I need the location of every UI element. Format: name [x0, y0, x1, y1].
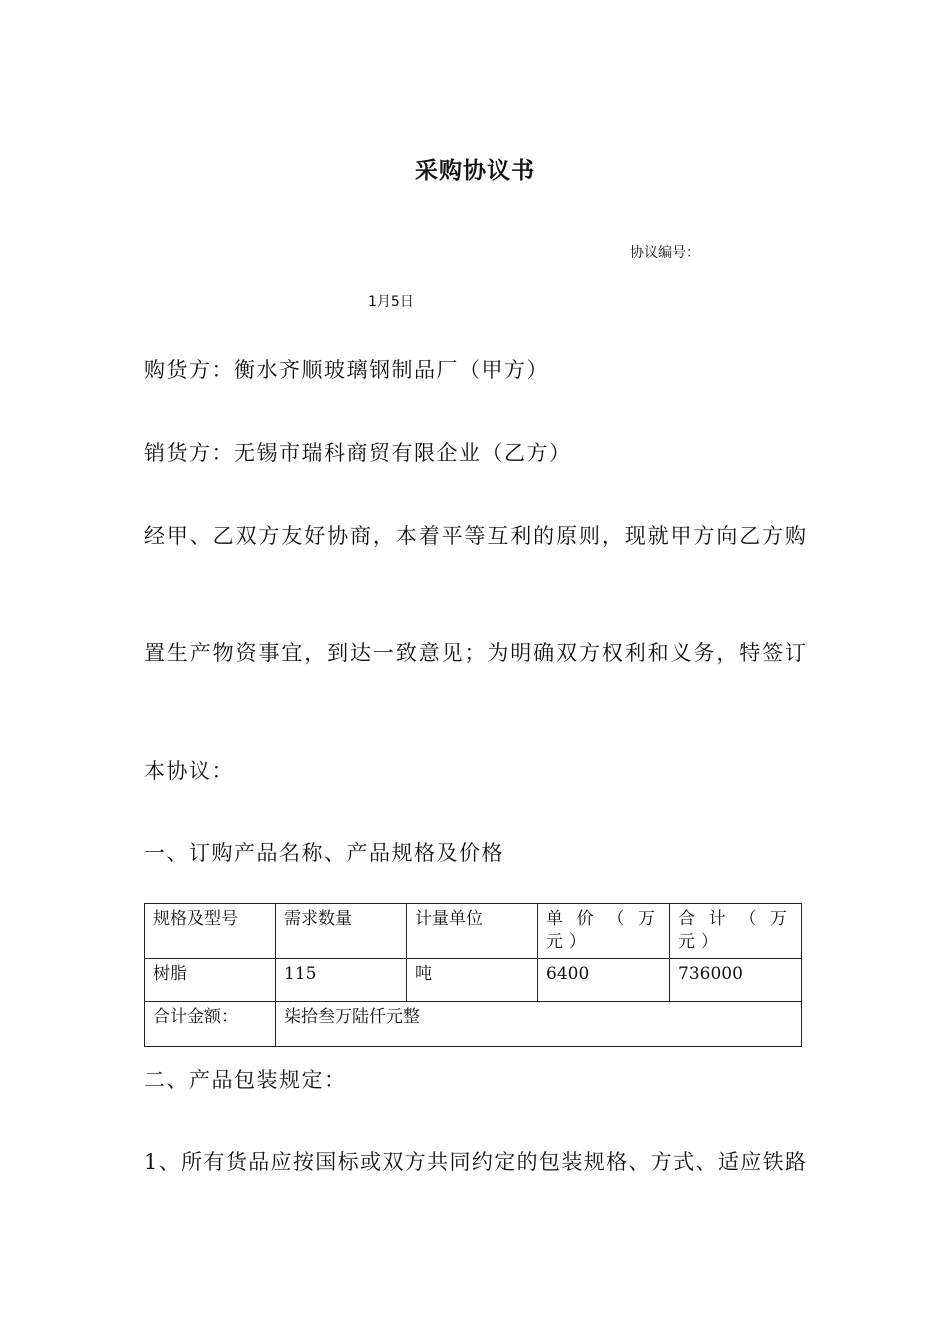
cell-subtotal: 736000 — [670, 959, 802, 1002]
total-value-cell: 柒拾叁万陆仟元整 — [276, 1002, 802, 1047]
total-label-cell: 合计金额： — [145, 1002, 276, 1047]
table-row — [145, 959, 802, 1002]
buyer-line: 购货方：衡水齐顺玻璃钢制品厂（甲方） — [144, 358, 549, 382]
document-title: 采购协议书 — [415, 158, 535, 184]
section-2-heading: 二、产品包装规定： — [144, 1068, 347, 1092]
clause-2-1: 1、所有货品应按国标或双方共同约定的包装规格、方式、适应铁路 — [144, 1150, 806, 1174]
agreement-number-label: 协议编号： — [630, 245, 700, 261]
section-1-heading: 一、订购产品名称、产品规格及价格 — [144, 841, 504, 865]
header-cell-spec: 规格及型号 — [145, 904, 276, 959]
table-header-row — [145, 904, 802, 959]
intro-line-2: 置生产物资事宜，到达一致意见；为明确双方权利和义务，特签订 — [144, 641, 806, 665]
header-cell-unit: 计量单位 — [407, 904, 538, 959]
price-table — [144, 903, 802, 1047]
cell-spec: 树脂 — [145, 959, 276, 1002]
table-total-row — [145, 1002, 802, 1047]
cell-quantity: 115 — [276, 959, 407, 1002]
cell-unit: 吨 — [407, 959, 538, 1002]
header-cell-quantity: 需求数量 — [276, 904, 407, 959]
cell-unit-price: 6400 — [538, 959, 670, 1002]
seller-line: 销货方：无锡市瑞科商贸有限企业（乙方） — [144, 441, 572, 465]
header-cell-subtotal: 合计（万元） — [670, 904, 802, 959]
intro-line-3: 本协议： — [144, 759, 234, 783]
header-cell-unit-price: 单价（万元） — [538, 904, 670, 959]
intro-line-1: 经甲、乙双方友好协商，本着平等互利的原则，现就甲方向乙方购 — [144, 524, 806, 548]
agreement-date: 1月5日 — [368, 294, 414, 310]
